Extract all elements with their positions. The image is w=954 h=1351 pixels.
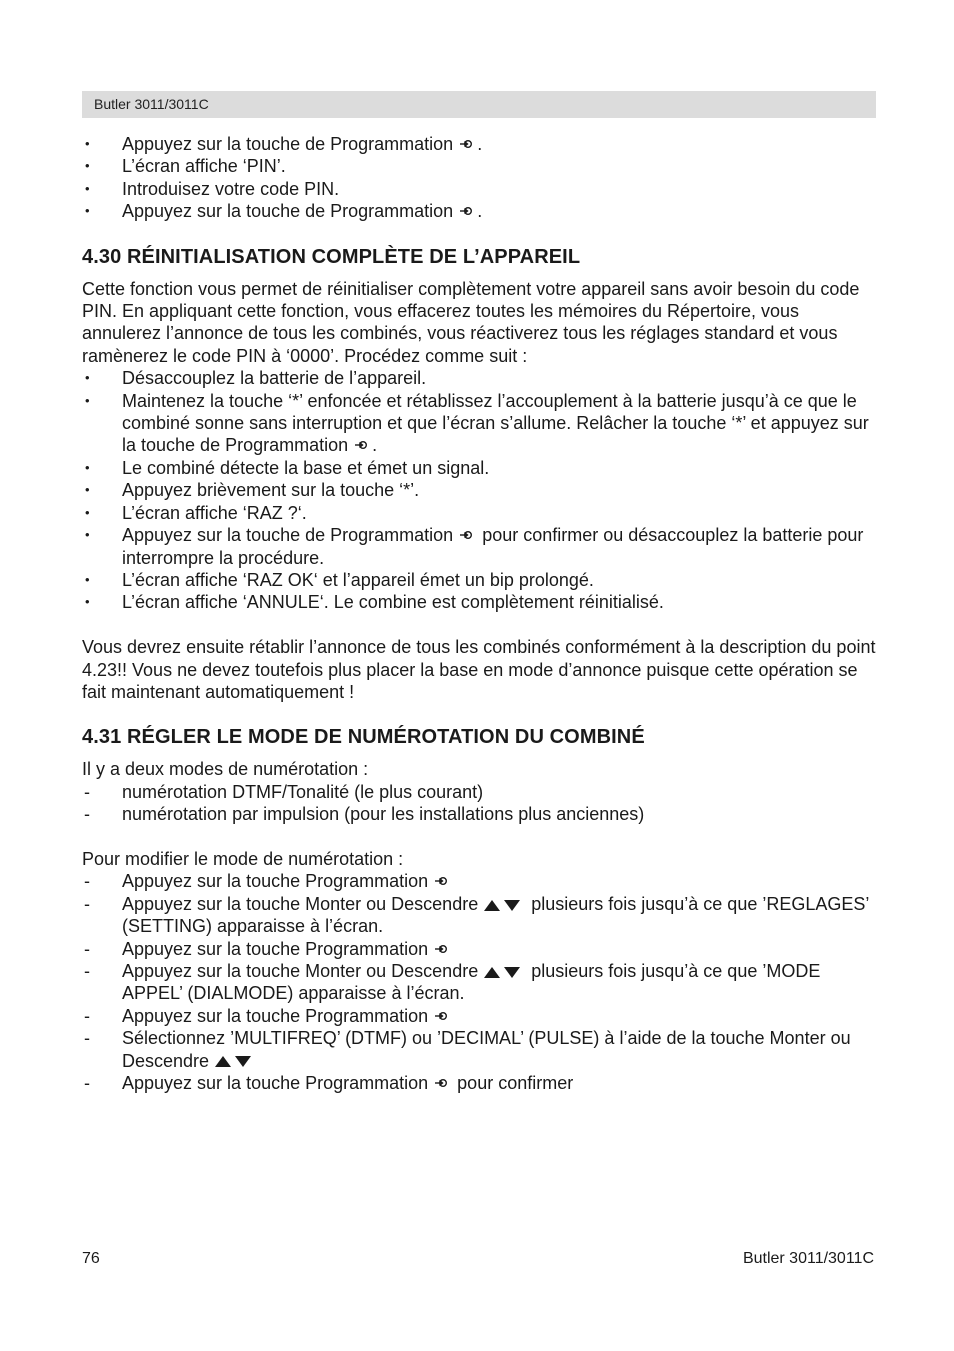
program-key-icon [434, 1009, 448, 1023]
bullet-mark: • [85, 459, 90, 475]
program-key-icon [459, 137, 473, 151]
page-content [82, 133, 882, 1094]
bullet-mark: • [85, 482, 90, 498]
section-4-30-paragraph: Cette fonction vous permet de réinitialiser complètement votre appareil sans avoir besoin du code PIN. En appliquant cette fonction, vous effacerez toutes les mémoires du Répertoire, vous annulerez l’annonce de tous les combinés, vous réactiverez tous les réglages standard et vous ramènerez le code PIN à ‘0000’. Procédez comme suit : [82, 278, 860, 366]
bullet-mark: • [85, 571, 90, 587]
list-item-text: numérotation par impulsion (pour les installations plus anciennes) [122, 804, 645, 825]
dash-mark: - [84, 960, 90, 981]
bullet-mark: • [85, 203, 90, 219]
list-item-text-after: . [372, 435, 378, 456]
list-item [82, 960, 882, 1005]
section-4-30-steps [82, 367, 882, 613]
list-item [82, 133, 882, 155]
section-4-30-closing: Vous devrez ensuite rétablir l’annonce de tous les combinés conformément à la description du point 4.23!! Vous ne devez toutefois plus placer la base en mode d’annonce puisque cette opération se fait maintenant automatiquement ! [82, 637, 876, 702]
list-item [82, 155, 882, 177]
header-title: Butler 3011/3011C [94, 96, 209, 112]
down-arrow-icon [235, 1056, 251, 1067]
dash-mark: - [84, 781, 90, 802]
dial-modes-list [82, 781, 882, 826]
section-4-31-howto: Pour modifier le mode de numérotation : [82, 848, 404, 869]
list-item-text: Appuyez sur la touche Programmation [122, 1005, 429, 1026]
list-item-text: Désaccouplez la batterie de l’appareil. [122, 368, 427, 389]
list-item [82, 781, 882, 803]
list-item [82, 178, 882, 200]
list-item-text: L’écran affiche ‘RAZ ?‘. [122, 502, 307, 523]
bullet-mark: • [85, 180, 90, 196]
dash-mark: - [84, 938, 90, 959]
list-item [82, 803, 882, 825]
list-item-text-after: plusieurs fois jusqu’à ce que ’REGLAGES’ (SETTING) apparaisse à l’écran. [122, 893, 869, 937]
list-item [82, 893, 882, 938]
list-item-text-after: plusieurs fois jusqu’à ce que ’MODE APPEL’ (DIALMODE) apparaisse à l’écran. [122, 960, 821, 1004]
footer-title: Butler 3011/3011C [742, 1250, 874, 1267]
list-item-text: Appuyez brièvement sur la touche ‘*’. [122, 480, 420, 501]
bullet-mark: • [85, 370, 90, 386]
up-down-arrows-icon [484, 900, 520, 911]
bullet-mark: • [85, 594, 90, 610]
list-item [82, 200, 882, 222]
program-key-icon [354, 438, 368, 452]
up-arrow-icon [484, 900, 500, 911]
down-arrow-icon [504, 967, 520, 978]
dash-mark: - [84, 1028, 90, 1049]
dash-mark: - [84, 871, 90, 892]
page-number: 76 [82, 1250, 100, 1267]
list-item [82, 1005, 882, 1027]
list-item-text: Appuyez sur la touche Programmation [122, 1073, 429, 1093]
program-key-icon [434, 1076, 448, 1090]
up-down-arrows-icon [215, 1056, 251, 1067]
list-item [82, 367, 882, 389]
list-item-text: numérotation DTMF/Tonalité (le plus courant) [122, 781, 484, 802]
list-item [82, 591, 882, 613]
list-item [82, 1027, 882, 1072]
section-4-31-intro: Il y a deux modes de numérotation : [82, 759, 369, 780]
list-item-text: Appuyez sur la touche Monter ou Descendre [122, 960, 479, 981]
up-arrow-icon [215, 1056, 231, 1067]
section-heading-4-30: 4.30 RÉINITIALISATION COMPLÈTE DE L’APPAREIL [82, 245, 581, 268]
list-item-text-after: . [477, 201, 483, 222]
list-item [82, 457, 882, 479]
dash-mark: - [84, 1073, 90, 1093]
list-item-text: Maintenez la touche ‘*’ enfoncée et rétablissez l’accouplement à la batterie jusqu’à ce que le combiné sonne sans interruption et que l’écran s’allume. Relâcher la touche ‘*’ et appuyez sur la touche de Programmation [122, 390, 869, 456]
program-key-icon [434, 874, 448, 888]
list-item-text: Appuyez sur la touche de Programmation [122, 201, 454, 222]
list-item [82, 1072, 882, 1094]
list-item-text: Le combiné détecte la base et émet un signal. [122, 457, 490, 478]
bullet-mark: • [85, 158, 90, 174]
list-item [82, 502, 882, 524]
header-bar [82, 91, 876, 118]
list-item-text: Appuyez sur la touche Programmation [122, 938, 429, 959]
list-item [82, 479, 882, 501]
section-heading-4-31: 4.31 RÉGLER LE MODE DE NUMÉROTATION DU COMBINÉ [82, 726, 645, 749]
list-item [82, 390, 882, 457]
list-item-text: L’écran affiche ‘ANNULE‘. Le combine est complètement réinitialisé. [122, 592, 664, 613]
bullet-mark: • [85, 504, 90, 520]
up-down-arrows-icon [484, 967, 520, 978]
intro-list [82, 133, 882, 223]
up-arrow-icon [484, 967, 500, 978]
program-key-icon [459, 204, 473, 218]
list-item [82, 870, 882, 892]
list-item-text-after: pour confirmer [452, 1073, 574, 1093]
list-item-text: Appuyez sur la touche de Programmation [122, 525, 454, 546]
list-item-text: Appuyez sur la touche de Programmation [122, 134, 454, 154]
list-item-text-after: . [477, 134, 483, 154]
list-item-text: Sélectionnez ’MULTIFREQ’ (DTMF) ou ’DECIMAL’ (PULSE) à l’aide de la touche Monter ou Descendre [122, 1028, 851, 1071]
list-item [82, 569, 882, 591]
list-item-text-after: pour confirmer ou désaccouplez la batterie pour interrompre la procédure. [122, 525, 864, 568]
program-key-icon [434, 942, 448, 956]
section-4-31-steps [82, 870, 882, 1094]
list-item [82, 938, 882, 960]
program-key-icon [459, 528, 473, 542]
bullet-mark: • [85, 136, 90, 151]
list-item [82, 524, 882, 569]
list-item-text: L’écran affiche ‘RAZ OK‘ et l’appareil émet un bip prolongé. [122, 569, 594, 590]
down-arrow-icon [504, 900, 520, 911]
list-item-text: L’écran affiche ‘PIN’. [122, 156, 286, 177]
list-item-text: Appuyez sur la touche Programmation [122, 871, 429, 892]
bullet-mark: • [85, 527, 90, 543]
bullet-mark: • [85, 392, 90, 408]
dash-mark: - [84, 893, 90, 914]
list-item-text: Introduisez votre code PIN. [122, 178, 340, 199]
dash-mark: - [84, 804, 90, 825]
dash-mark: - [84, 1005, 90, 1026]
list-item-text: Appuyez sur la touche Monter ou Descendre [122, 893, 479, 914]
